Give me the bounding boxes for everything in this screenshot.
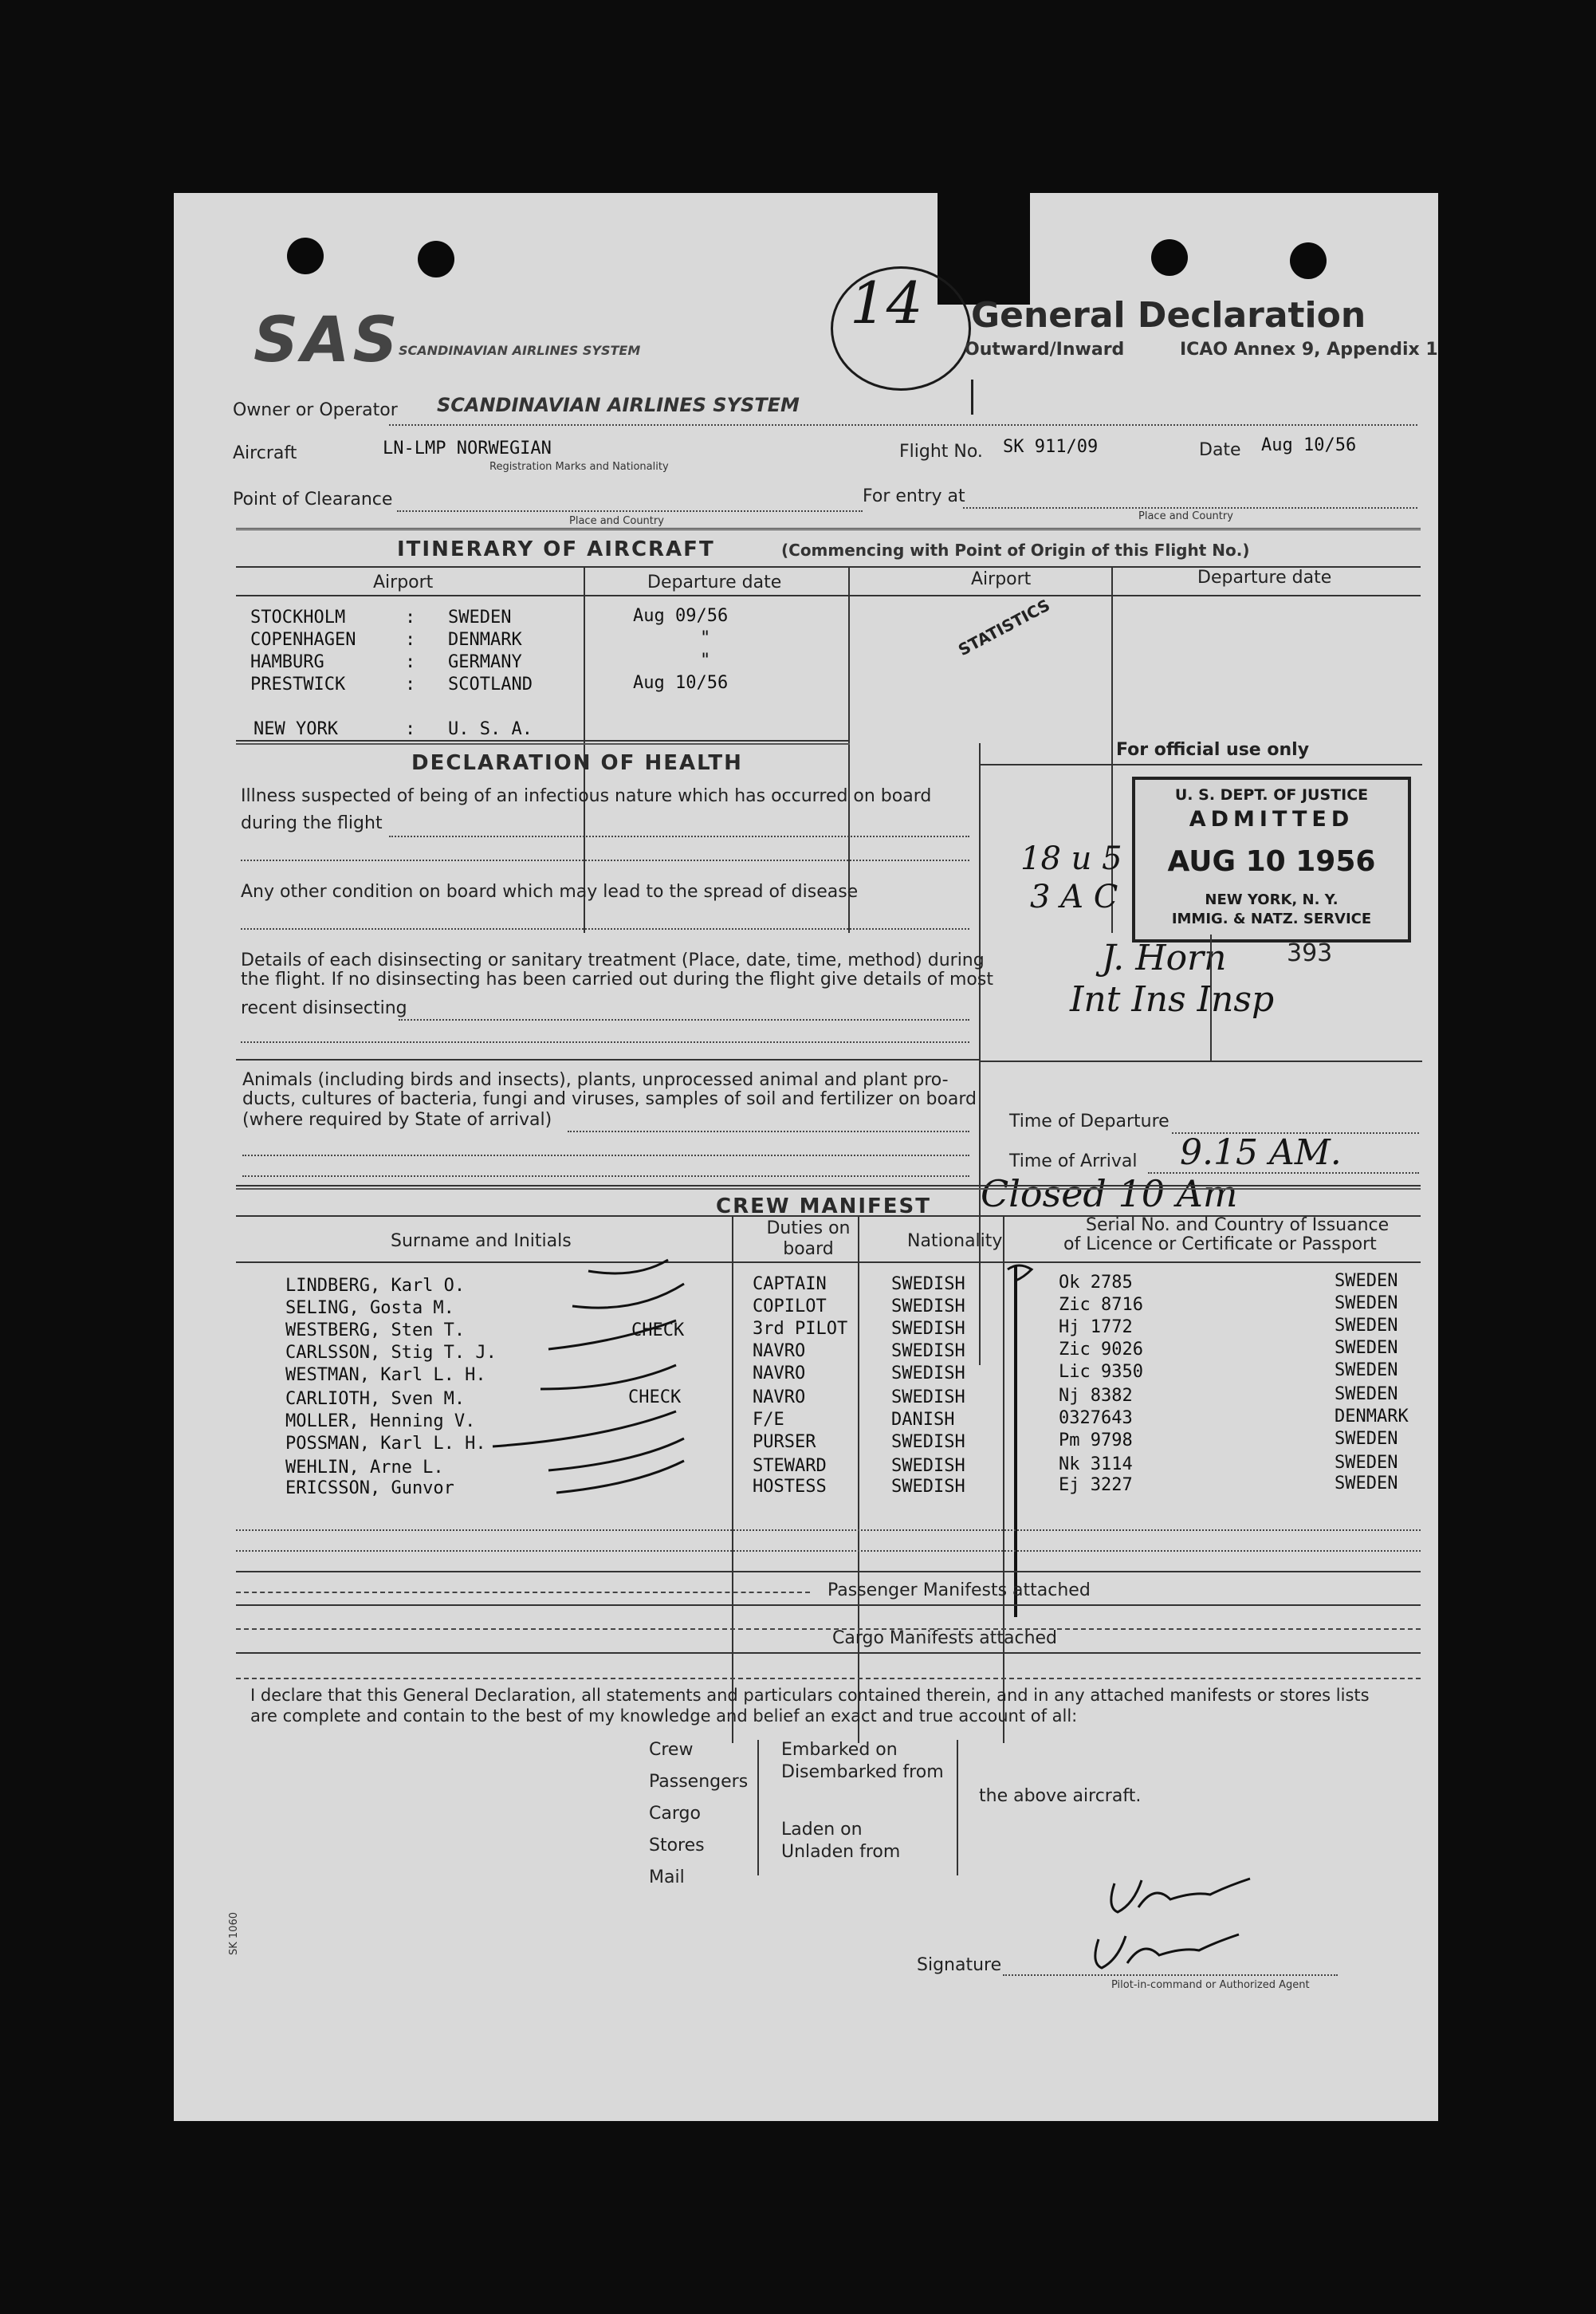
signature-label: Signature [917, 1955, 1002, 1975]
health-q4c: (where required by State of arrival) [242, 1110, 552, 1130]
crew-nationality: DANISH [891, 1410, 955, 1430]
rule [236, 1550, 1421, 1552]
signature-stroke [1111, 1879, 1250, 1912]
crew-serial: 0327643 [1059, 1408, 1133, 1428]
itin-city: STOCKHOLM [250, 608, 346, 628]
crew-country: DENMARK [1335, 1407, 1409, 1427]
form-title: General Declaration [971, 295, 1366, 336]
itin-sep: : [405, 652, 416, 672]
itinerary-heading: ITINERARY OF AIRCRAFT [397, 537, 715, 561]
tick-mark [493, 1411, 676, 1446]
disembarked-label: Disembarked from [781, 1762, 944, 1782]
handwritten-page-number: 14 [850, 270, 923, 336]
crew-nationality: SWEDISH [891, 1341, 965, 1361]
signature-caption: Pilot-in-command or Authorized Agent [1111, 1979, 1310, 1991]
col-airport-2: Airport [971, 569, 1032, 589]
col-serial-2: of Licence or Certificate or Passport [1063, 1234, 1377, 1254]
itin-sep: : [405, 719, 416, 739]
stamp-line-1: U. S. DEPT. OF JUSTICE [1174, 786, 1369, 804]
date-label: Date [1199, 440, 1241, 460]
above-aircraft-label: the above aircraft. [979, 1786, 1142, 1806]
crew-serial: Hj 1772 [1059, 1317, 1133, 1337]
crew-serial: Nj 8382 [1059, 1386, 1133, 1406]
crew-serial: Zic 8716 [1059, 1295, 1143, 1315]
health-q1: Illness suspected of being of an infectious nature which has occurred on board [241, 786, 932, 806]
form-number: SK 1060 [228, 1912, 240, 1955]
itin-country: U. S. A. [448, 719, 533, 739]
owner-value: SCANDINAVIAN AIRLINES SYSTEM [437, 394, 800, 416]
category-mail: Mail [649, 1867, 685, 1887]
crew-country: SWEDEN [1335, 1316, 1398, 1336]
signature-stroke [1095, 1934, 1239, 1968]
date-value: Aug 10/56 [1261, 435, 1357, 455]
check-mark-1: CHECK [631, 1320, 685, 1340]
closed-note: Closed 10 Am [981, 1172, 1238, 1215]
laden-label: Laden on [781, 1820, 863, 1840]
bracket [957, 1740, 958, 1875]
itin-country: SCOTLAND [448, 675, 533, 695]
crew-name: POSSMAN, Karl L. H. [285, 1434, 486, 1454]
rule [236, 1571, 1421, 1572]
crew-country: SWEDEN [1335, 1384, 1398, 1404]
category-stores: Stores [649, 1836, 705, 1856]
health-q4a: Animals (including birds and insects), plants, unprocessed animal and plant pro- [242, 1070, 949, 1090]
itin-date: Aug 10/56 [633, 673, 729, 693]
rule [236, 1628, 1421, 1630]
col-airport: Airport [373, 573, 434, 592]
col-duties: Duties on board [766, 1218, 851, 1259]
clearance-caption: Place and Country [569, 515, 664, 527]
itin-city: HAMBURG [250, 652, 324, 672]
crew-heading: CREW MANIFEST [716, 1194, 932, 1218]
tick-mark [588, 1260, 668, 1273]
itin-country: DENMARK [448, 630, 522, 650]
owner-label: Owner or Operator [233, 400, 398, 420]
crew-nationality: SWEDISH [891, 1387, 965, 1407]
crew-nationality: SWEDISH [891, 1319, 965, 1339]
col-departure-2: Departure date [1197, 568, 1332, 588]
category-crew: Crew [649, 1740, 694, 1760]
crew-nationality: SWEDISH [891, 1297, 965, 1316]
tick-mark [541, 1365, 676, 1389]
itin-date: " [700, 651, 711, 671]
crew-duty: COPILOT [753, 1297, 827, 1316]
itin-sep: : [405, 630, 416, 650]
category-passengers: Passengers [649, 1772, 749, 1792]
rule [236, 1592, 810, 1593]
crew-serial: Ok 2785 [1059, 1273, 1133, 1293]
form-subtitle: Outward/Inward [965, 340, 1125, 360]
crew-nationality: SWEDISH [891, 1456, 965, 1476]
health-q3b: the flight. If no disinsecting has been carried out during the flight give details of most [241, 970, 993, 990]
crew-country: SWEDEN [1335, 1429, 1398, 1449]
captain-signature-scrawl [1051, 1852, 1370, 1979]
entry-caption: Place and Country [1138, 510, 1233, 522]
itin-city: COPENHAGEN [250, 630, 356, 650]
embarked-label: Embarked on [781, 1740, 898, 1760]
crew-name: WESTMAN, Karl L. H. [285, 1365, 486, 1385]
crew-duty: NAVRO [753, 1341, 806, 1361]
col-surname: Surname and Initials [391, 1231, 572, 1251]
crew-country: SWEDEN [1335, 1360, 1398, 1380]
icao-annex: ICAO Annex 9, Appendix 1 [1180, 340, 1438, 360]
officer-title: Int Ins Insp [1070, 979, 1275, 1020]
crew-country: SWEDEN [1335, 1338, 1398, 1358]
stamp-line-5: IMMIG. & NATZ. SERVICE [1171, 911, 1372, 927]
crew-serial: Nk 3114 [1059, 1454, 1133, 1474]
sas-logo: SAS [254, 305, 401, 376]
crew-serial: Ej 3227 [1059, 1475, 1133, 1495]
itinerary-note: (Commencing with Point of Origin of this Flight No.) [781, 541, 1250, 560]
crew-name: CARLIOTH, Sven M. [285, 1389, 466, 1409]
declaration-text-1: I declare that this General Declaration, all statements and particulars contained therein, and in any attached manifests or stores lists [250, 1686, 1370, 1705]
crew-duty: NAVRO [753, 1364, 806, 1383]
rule [236, 1529, 1421, 1531]
crew-name: LINDBERG, Karl O. [285, 1276, 466, 1296]
rule [236, 1604, 1421, 1606]
official-heading: For official use only [1116, 740, 1310, 760]
itin-country: SWEDEN [448, 608, 512, 628]
crew-country: SWEDEN [1335, 1453, 1398, 1473]
cargo-manifests: Cargo Manifests attached [832, 1628, 1058, 1648]
crew-name: CARLSSON, Stig T. J. [285, 1343, 497, 1363]
handwritten-note-1: 18 u 5 [1020, 840, 1122, 877]
col-departure: Departure date [647, 573, 782, 592]
crew-nationality: SWEDISH [891, 1274, 965, 1294]
officer-signature: J. Horn [1102, 938, 1227, 978]
crew-serial: Pm 9798 [1059, 1431, 1133, 1450]
tick-mark [572, 1284, 684, 1308]
crew-name: MOLLER, Henning V. [285, 1411, 476, 1431]
health-q2: Any other condition on board which may lead to the spread of disease [241, 882, 859, 902]
rule [236, 1678, 1421, 1679]
unladen-label: Unladen from [781, 1842, 901, 1862]
sas-logo-subtitle: SCANDINAVIAN AIRLINES SYSTEM [399, 343, 641, 358]
crew-nationality: SWEDISH [891, 1364, 965, 1383]
departure-label: Time of Departure [1009, 1112, 1169, 1131]
crew-country: SWEDEN [1335, 1271, 1398, 1291]
tick-mark [556, 1461, 684, 1493]
crew-country: SWEDEN [1335, 1474, 1398, 1493]
stamp-date: AUG 10 1956 [1167, 845, 1376, 878]
category-cargo: Cargo [649, 1804, 701, 1824]
check-mark-2: CHECK [628, 1387, 682, 1407]
passenger-manifests: Passenger Manifests attached [827, 1580, 1091, 1600]
statistics-stamp: STATISTICS [955, 595, 1053, 660]
crew-country: SWEDEN [1335, 1293, 1398, 1313]
declaration-text-2: are complete and contain to the best of my knowledge and belief an exact and true account of all: [250, 1706, 1078, 1726]
crew-name: ERICSSON, Gunvor [285, 1478, 454, 1498]
itin-city: PRESTWICK [250, 675, 346, 695]
clearance-label: Point of Clearance [233, 490, 393, 510]
rule [236, 1652, 1421, 1654]
crew-duty: 3rd PILOT [753, 1319, 848, 1339]
aircraft-label: Aircraft [233, 443, 297, 463]
tick-mark [548, 1438, 684, 1470]
signature-line [1003, 1974, 1338, 1976]
crew-name: WESTBERG, Sten T. [285, 1320, 466, 1340]
crew-duty: STEWARD [753, 1456, 827, 1476]
initial-mark [1008, 1265, 1032, 1281]
aircraft-caption: Registration Marks and Nationality [489, 461, 669, 473]
arrival-time: 9.15 AM. [1180, 1132, 1342, 1173]
handwritten-note-2: 3 A C [1030, 879, 1118, 915]
arrival-label: Time of Arrival [1009, 1151, 1138, 1171]
itin-date: " [700, 628, 711, 648]
itin-sep: : [405, 608, 416, 628]
bracket [757, 1740, 759, 1875]
stamp-number: 393 [1287, 939, 1333, 967]
health-heading: DECLARATION OF HEALTH [411, 751, 743, 775]
col-serial-1: Serial No. and Country of Issuance [1086, 1215, 1390, 1235]
entry-label: For entry at [863, 486, 965, 506]
col-nationality: Nationality [907, 1231, 1003, 1251]
aircraft-value: LN-LMP NORWEGIAN [383, 439, 552, 458]
crew-nationality: SWEDISH [891, 1477, 965, 1497]
health-q4b: ducts, cultures of bacteria, fungi and viruses, samples of soil and fertilizer on board [242, 1089, 977, 1109]
crew-name: WEHLIN, Arne L. [285, 1458, 444, 1478]
itin-country: GERMANY [448, 652, 522, 672]
crew-duty: NAVRO [753, 1387, 806, 1407]
itin-sep: : [405, 675, 416, 695]
crew-serial: Lic 9350 [1059, 1362, 1143, 1382]
stamp-line-4: NEW YORK, N. Y. [1205, 891, 1339, 908]
health-q1b: during the flight [241, 813, 383, 833]
itin-city: NEW YORK [254, 719, 338, 739]
crew-serial: Zic 9026 [1059, 1340, 1143, 1360]
tick-mark [548, 1320, 676, 1349]
crew-duty: F/E [753, 1410, 784, 1430]
stamp-line-2: ADMITTED [1189, 807, 1354, 832]
health-q3a: Details of each disinsecting or sanitary treatment (Place, date, time, method) during [241, 950, 985, 970]
flight-value: SK 911/09 [1003, 437, 1099, 457]
itin-date: Aug 09/56 [633, 606, 729, 626]
crew-name: SELING, Gosta M. [285, 1298, 454, 1318]
crew-nationality: SWEDISH [891, 1432, 965, 1452]
crew-duty: PURSER [753, 1432, 816, 1452]
crew-duty: HOSTESS [753, 1477, 827, 1497]
crew-duty: CAPTAIN [753, 1274, 827, 1294]
flight-label: Flight No. [899, 442, 983, 462]
health-q3c: recent disinsecting [241, 998, 407, 1018]
general-declaration-form [174, 193, 1438, 2121]
